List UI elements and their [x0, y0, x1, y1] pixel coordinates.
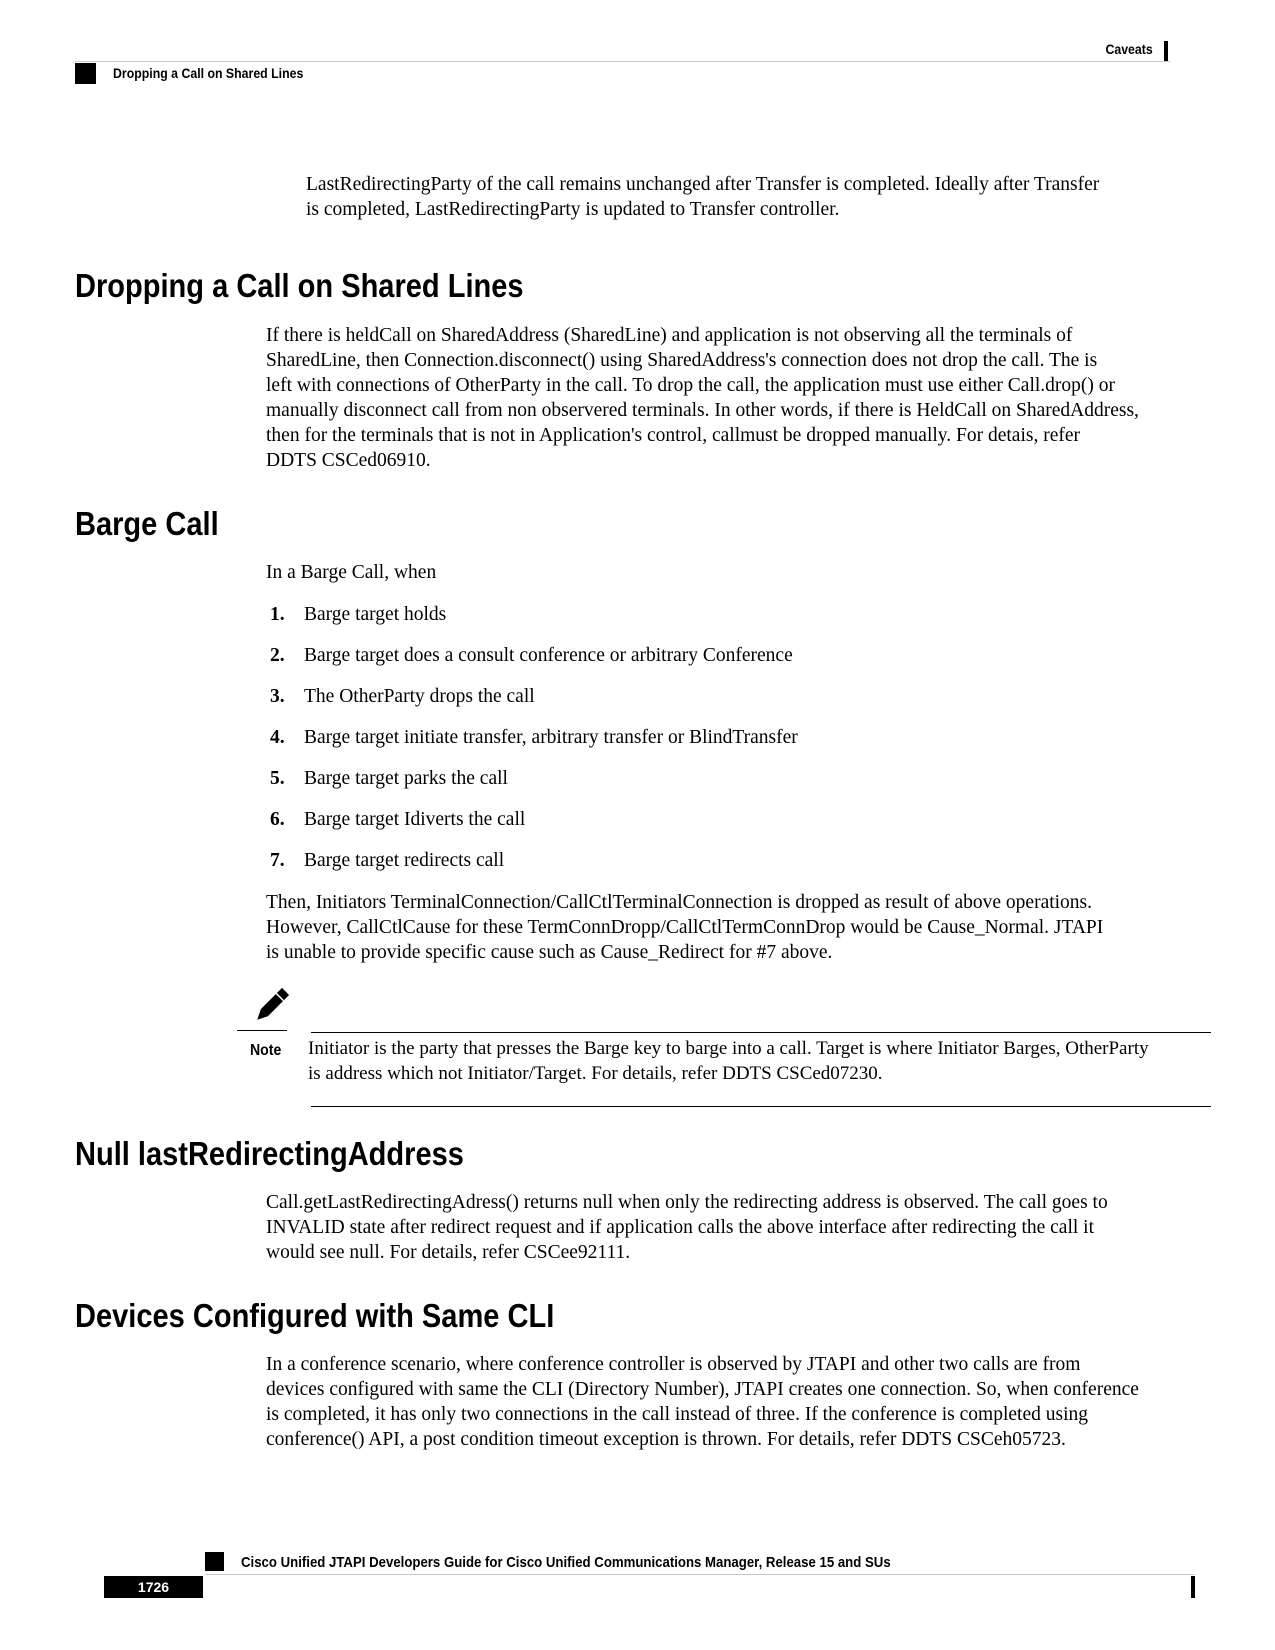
- section-title-dropping-call: Dropping a Call on Shared Lines: [75, 267, 524, 304]
- header-rule: [75, 61, 1170, 62]
- step-text: Barge target parks the call: [304, 768, 508, 789]
- header-section: Dropping a Call on Shared Lines: [113, 65, 304, 81]
- step-text: Barge target redirects call: [304, 850, 505, 871]
- note-line: is address which not Initiator/Target. For details, refer DDTS CSCed07230.: [308, 1063, 883, 1084]
- body-line: If there is heldCall on SharedAddress (SharedLine) and application is not observing all the terminals of: [266, 325, 1073, 346]
- barge-after-paragraph: [266, 890, 1166, 965]
- intro-paragraph: [306, 172, 1186, 222]
- body-line: is unable to provide specific cause such as Cause_Redirect for #7 above.: [266, 942, 833, 963]
- section-body-devices-same-cli: [266, 1352, 1166, 1452]
- footer-title: Cisco Unified JTAPI Developers Guide for Cisco Unified Communications Manager, Release 15 and SUs: [241, 1554, 891, 1571]
- step-text: The OtherParty drops the call: [304, 686, 535, 707]
- page-number: 1726: [104, 1576, 203, 1598]
- section-title-devices-same-cli: Devices Configured with Same CLI: [75, 1297, 555, 1334]
- step-number: 1.: [270, 604, 285, 625]
- body-line: Then, Initiators TerminalConnection/CallCtlTerminalConnection is dropped as result of above operations.: [266, 892, 1093, 913]
- note-label: Note: [250, 1042, 282, 1059]
- body-line: DDTS CSCed06910.: [266, 450, 431, 471]
- header-chapter: Caveats: [1105, 41, 1153, 57]
- step-text: Barge target Idiverts the call: [304, 809, 526, 830]
- step-number: 7.: [270, 850, 285, 871]
- section-title-barge-call: Barge Call: [75, 505, 219, 542]
- step-text: Barge target holds: [304, 604, 447, 625]
- footer-right-bar: [1191, 1576, 1195, 1598]
- body-line: In a conference scenario, where conference controller is observed by JTAPI and other two calls are from: [266, 1354, 1081, 1375]
- body-line: left with connections of OtherParty in the call. To drop the call, the application must use either Call.drop() or: [266, 375, 1116, 396]
- step-text: Barge target initiate transfer, arbitrary transfer or BlindTransfer: [304, 727, 798, 748]
- intro-line-1: LastRedirectingParty of the call remains unchanged after Transfer is completed. Ideally after Transfer: [306, 174, 1100, 195]
- note-rule-bottom: [311, 1106, 1211, 1107]
- header-section-marker: [75, 63, 96, 84]
- body-line: would see null. For details, refer CSCee92111.: [266, 1242, 631, 1263]
- note-icon-rule: [237, 1030, 287, 1031]
- step-number: 6.: [270, 809, 285, 830]
- step-number: 2.: [270, 645, 285, 666]
- body-line: is completed, it has only two connections in the call instead of three. If the conference is completed using: [266, 1404, 1088, 1425]
- body-line: then for the terminals that is not in Application's control, callmust be dropped manually. For detais, refer: [266, 425, 1081, 446]
- footer-marker: [205, 1552, 224, 1571]
- body-line: However, CallCtlCause for these TermConnDropp/CallCtlTermConnDrop would be Cause_Normal. JTAPI: [266, 917, 1104, 938]
- step-number: 3.: [270, 686, 285, 707]
- note-rule-top: [311, 1032, 1211, 1033]
- pencil-note-icon: [250, 987, 290, 1027]
- header-right-bar: [1164, 41, 1168, 61]
- body-line: devices configured with same the CLI (Directory Number), JTAPI creates one connection. So, when conference: [266, 1379, 1139, 1400]
- body-line: manually disconnect call from non observered terminals. In other words, if there is HeldCall on SharedAddress,: [266, 400, 1139, 421]
- body-line: SharedLine, then Connection.disconnect() using SharedAddress's connection does not drop the call. The is: [266, 350, 1098, 371]
- body-line: conference() API, a post condition timeout exception is thrown. For details, refer DDTS CSCeh05723.: [266, 1429, 1066, 1450]
- section-body-null-last-redirecting: [266, 1190, 1166, 1265]
- barge-intro: In a Barge Call, when: [266, 562, 437, 583]
- section-title-null-last-redirecting: Null lastRedirectingAddress: [75, 1135, 464, 1172]
- section-body-dropping-call: [266, 323, 1166, 473]
- body-line: Call.getLastRedirectingAdress() returns null when only the redirecting address is observed. The call goes to: [266, 1192, 1108, 1213]
- intro-line-2: is completed, LastRedirectingParty is updated to Transfer controller.: [306, 199, 840, 220]
- step-number: 4.: [270, 727, 285, 748]
- note-text: [308, 1036, 1213, 1086]
- step-text: Barge target does a consult conference or arbitrary Conference: [304, 645, 793, 666]
- step-number: 5.: [270, 768, 285, 789]
- note-line: Initiator is the party that presses the Barge key to barge into a call. Target is where Initiator Barges, OtherParty: [308, 1038, 1149, 1059]
- footer-rule: [205, 1574, 1195, 1575]
- body-line: INVALID state after redirect request and if application calls the above interface after redirecting the call it: [266, 1217, 1094, 1238]
